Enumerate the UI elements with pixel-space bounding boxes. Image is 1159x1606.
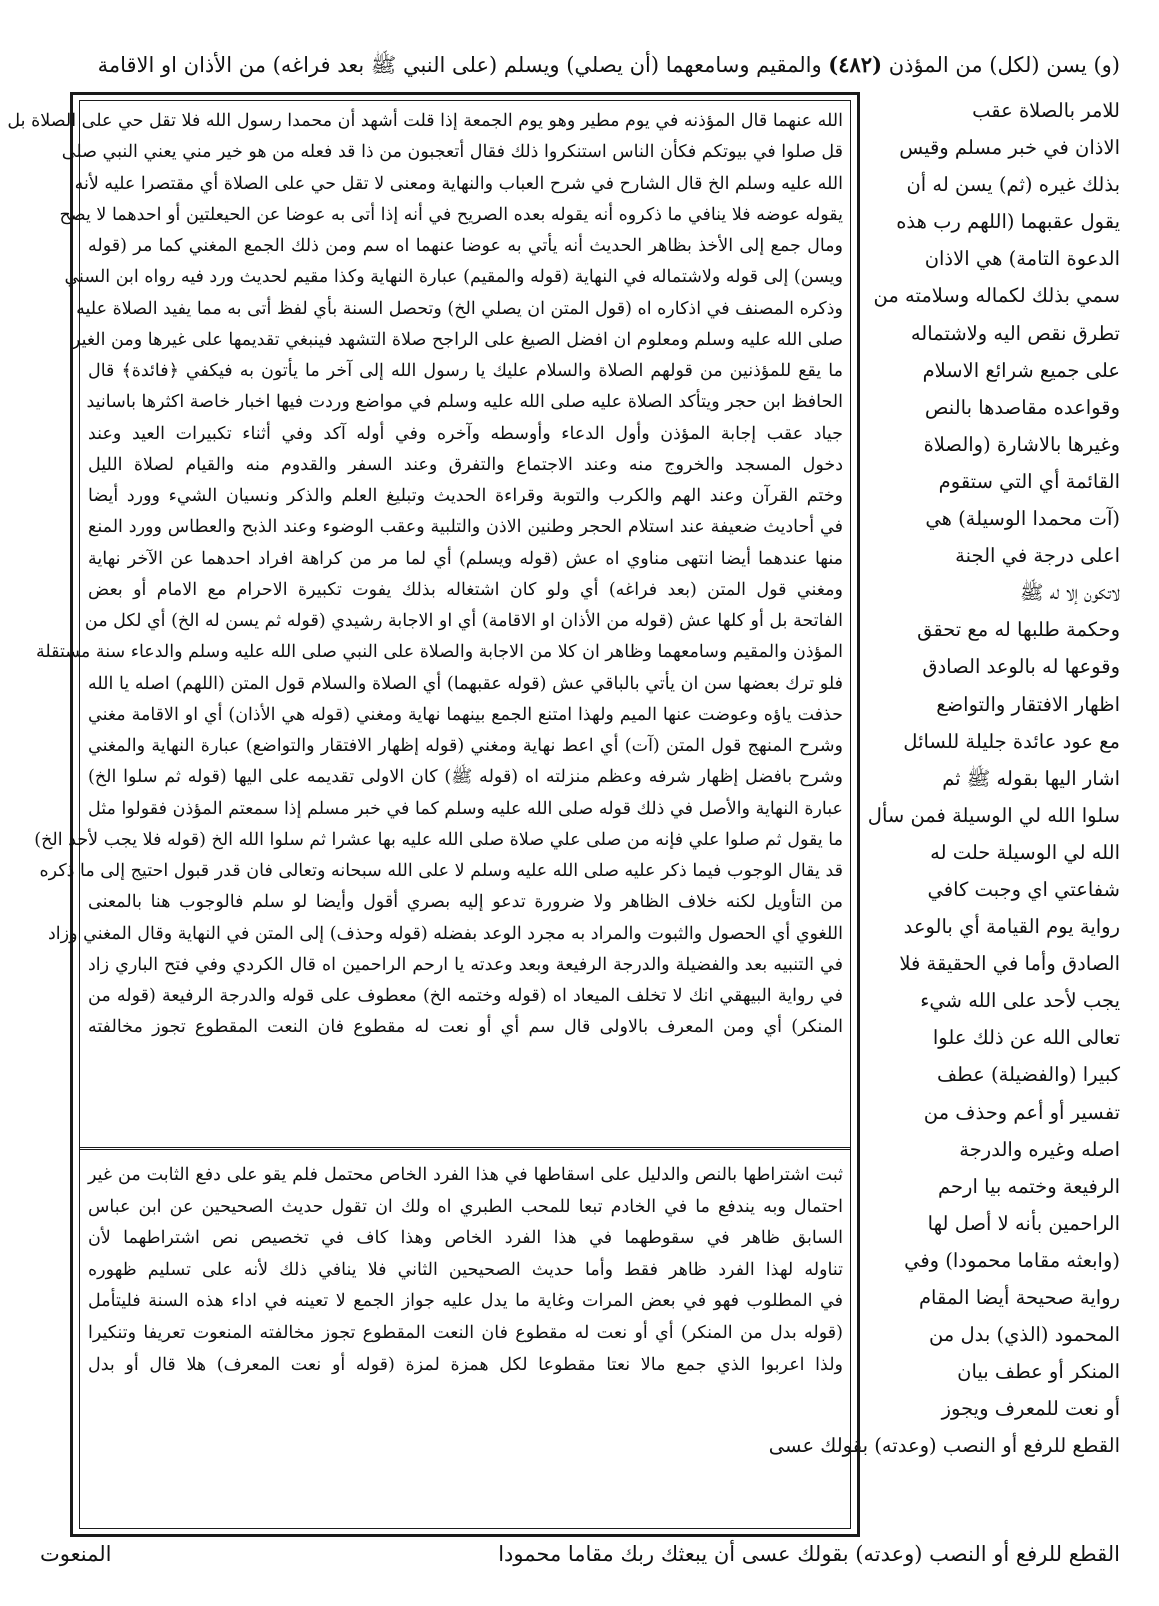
matn-line: وغيرها بالاشارة (والصلاة [923,432,1120,456]
footnote-line: تناوله لهذا الفرد ظاهر فقط وأما حديث الصحيحين الثاني فلا ينافي ذلك لأنه على تسليم ظهوره [88,1259,843,1280]
header-text [98,43,1120,87]
page-footer [40,1532,1120,1576]
commentary-line: في أحاديث ضعيفة عند استلام الحجر وطنين الاذن والتلبية وعقب الوضوء وعند الذبح والعطاس وورد المنع [88,517,843,538]
matn-line: الرفيعة وختمه بيا ارحم [938,1174,1120,1198]
page-header [40,40,1120,90]
matn-line: تطرق نقص اليه ولاشتماله [910,321,1120,345]
commentary-line: وشرح بافضل إظهار شرفه وعظم منزلته اه (قوله ﷺ) كان الاولى تقديمه على اليها (قوله ثم سلوا الخ) [88,767,843,788]
commentary-line: وذكره المصنف في اذكاره اه (قول المتن ان يصلي الخ) وتحصل السنة بأي لفظ أتى به مما يفيد الصلاة عليه [76,298,843,319]
commentary-line: صلى الله عليه وسلم ومعلوم ان افضل الصيغ على الراجح صلاة التشهد فينبغي تقديمها على غيرها ومن الغير [71,329,843,350]
matn-line: رواية يوم القيامة أي بالوعد [903,915,1120,939]
matn-line: تعالى الله عن ذلك علوا [932,1026,1120,1050]
matn-line: للامر بالصلاة عقب [972,99,1120,122]
commentary-line: في التنبيه بعد والفضيلة والدرجة الرفيعة وبعد وعدته يا ارحم الراحمين اه قال الكردي وفي فتح الباري زاد [88,954,843,975]
footnote-line: (قوله بدل من المنكر) أي أو نعت له مقطوع فان النعت المقطوع تجوز مخالفته المنعوت تعريفا وتنكيرا [88,1322,843,1343]
matn-line: سلوا الله لي الوسيلة فمن سأل [867,803,1120,827]
commentary-line: ومغني قول المتن (بعد فراغه) أي ولو كان اشتغاله بذلك يفوت تكبيرة الاحرام مع الامام أو بعض [88,579,843,600]
matn-line: المحمود (الذي) بدل من [928,1323,1120,1347]
matn-line: اظهار الافتقار والتواضع [936,692,1120,716]
matn-line: اشار اليها بقوله ﷺ ثم [942,766,1120,790]
commentary-line: دخول المسجد والخروج منه وعند الاجتماع والتفرق وعند السفر والقدوم منه والقيام لصلاة الليل [88,454,843,475]
matn-line: على جميع شرائع الاسلام [922,358,1120,382]
commentary-line: قد يقال الوجوب فيما ذكر عليه صلى الله عليه وسلم لا على الله سبحانه وتعالى فان قدر قبول احتيج إلى ما ذكره [39,861,843,881]
commentary-line: المؤذن والمقيم وسامعهما وظاهر ان كلا من الاجابة والصلاة على النبي صلى الله عليه وسلم والدعاء سنة مستقلة [35,642,843,663]
footnote-text [88,1160,843,1530]
matn-line: الدعوة التامة) هي الاذان [924,247,1120,271]
matn-line: مع عود عائدة جليلة للسائل [903,729,1120,753]
page-number: (٤٨٢) [828,52,882,77]
matn-line: يجب لأحد على الله شيء [920,989,1120,1013]
commentary-line: وختم القرآن وعند الهم والكرب والتوبة وقراءة الحديث وتبليغ العلم والذكر ونسيان الشيء وورد أيضا [88,486,843,506]
commentary-line: من التأويل لكنه خلاف الظاهر ولا ضرورة تدعو إليه بصري أقول وأيضا لو سلم فالوجوب هنا بالمعنى [88,892,843,913]
commentary-line: الله عنهما قال المؤذنه في يوم مطير وهو يوم الجمعة إذا قلت أشهد أن محمدا رسول الله فلا تقل حي على الصلاة بل [7,111,843,131]
matn-line: كبيرا (والفضيلة) عطف [936,1063,1120,1087]
commentary-line: ما يقع للمؤذنين من قولهم الصلاة والسلام عليك يا رسول الله إلى آخر ما يأتون به فيكفي ﴿فائدة﴾ قال [88,361,843,381]
header-text-start: (و) يسن (لكل) من المؤذن [888,53,1120,77]
commentary-line: ويسن) إلى قوله ولاشتماله في النهاية (قوله والمقيم) عبارة النهاية وكذا مقيم لحديث ورد فيه رواه ابن السني [64,267,843,288]
commentary-line: عبارة النهاية والأصل في ذلك قوله صلى الله عليه وسلم كما في خبر مسلم إذا سمعتم المؤذن فقولوا مثل [88,798,843,819]
catchword: المنعوت [40,1542,112,1566]
matn-line: رواية صحيحة أيضا المقام [918,1286,1120,1309]
commentary-line: جياد عقب إجابة المؤذن وأول الدعاء وأوسطه وآخره وفي أوله آكد وفي أثناء تكبيرات العيد وعند [88,423,843,444]
commentary-line: منها عندهما أيضا انتهى مناوي اه عش (قوله ويسلم) أي لما مر من كراهة افراد احدهما عن الآخر نهاية [88,548,843,569]
matn-line: الله لي الوسيلة حلت له [930,840,1120,864]
matn-line: المنكر أو عطف بيان [957,1360,1120,1384]
matn-line: لاتكون إلا له ﷺ [1020,581,1120,605]
commentary-line: ما يقول ثم صلوا علي فإنه من صلى علي صلاة صلى الله عليه بها عشرا ثم سلوا الله الخ (قوله فلا يجب لأحد الخ) [34,829,843,850]
matn-column [768,92,1120,1537]
commentary-line: فلو ترك بعضها سن ان يأتي بالباقي عش (قوله عقبهما) أي الصلاة والسلام قول المتن (اللهم) اصله يا الله [88,673,843,694]
commentary-line: حذفت ياؤه وعوضت عنها الميم ولهذا امتنع الجمع بينهما نهاية ومغني (قوله هي الأذان) أي او الاقامة مغني [88,704,843,725]
commentary-line: المنكر) أي ومن المعرف بالاولى قال سم أي أو نعت له مقطوع فان النعت المقطوع تجوز مخالفته [88,1017,843,1038]
commentary-line: الفاتحة بل أو كلها عش (قوله من الأذان او الاقامة) أي او الاجابة رشيدي (قوله ثم يسن له الخ) أي لكل من [84,611,843,631]
matn-line: شفاعتي اي وجبت كافي [927,877,1120,901]
section-divider [79,1147,851,1150]
matn-line: وقواعده مقاصدها بالنص [924,395,1120,419]
matn-line: القطع للرفع أو النصب (وعدته) بقولك عسى [768,1434,1120,1458]
footer-text: القطع للرفع أو النصب (وعدته) بقولك عسى أن يبعثك ربك مقاما محمودا [498,1542,1120,1566]
commentary-line: الحافظ ابن حجر ويتأكد الصلاة عليه صلى الله عليه وسلم في مواضع وردت فيها اخبار خاصة اكثرها باسانيد [86,392,843,413]
commentary-line: الله عليه وسلم الخ قال الشارح في شرح العباب والنهاية ومعنى لا تقل حي على الصلاة أي مقتصرا عليه لأنه [74,173,843,194]
commentary-line: ومال جمع إلى الأخذ بظاهر الحديث أنه يأتي به عوضا عنهما اه سم ومن ذلك الجمع المغني كما مر (قوله [88,236,843,256]
commentary-line: وشرح المنهج قول المتن (آت) أي اعط نهاية ومغني (قوله إظهار الافتقار والتواضع) عبارة النهاية والمغني [88,736,843,756]
commentary-text [7,106,843,1142]
matn-line: تفسير أو أعم وحذف من [923,1100,1120,1124]
commentary-line: اللغوي أي الحصول والثبوت والمراد به مجرد الوعد بفضله (قوله وحذف) إلى المتن في النهاية وقال المغني وزاد [47,923,843,944]
footnote-line: السابق ظاهر في سقوطهما في هذا الفرد الخاص وهذا كاف في تخصيص نص اشتراطهما لأن [88,1228,843,1249]
commentary-line: يقوله عوضه فلا ينافي ما ذكروه أنه يقوله بعده الصريح في أنه إذا أتى به عوضا عن الحيعلتين أو احدهما لا يصح [59,204,843,225]
matn-line: يقول عقبهما (اللهم رب هذه [896,210,1120,234]
matn-line: الاذان في خبر مسلم وقيس [899,136,1120,160]
matn-line: اصله وغيره والدرجة [959,1137,1120,1161]
matn-line: بذلك غيره (ثم) يسن له أن [906,173,1120,197]
matn-line: وقوعها له بالوعد الصادق [922,655,1120,679]
matn-line: (آت محمدا الوسيلة) هي [925,507,1120,531]
matn-line: الراحمين بأنه لا أصل لها [927,1211,1120,1235]
footnote-line: ثبت اشتراطها بالنص والدليل على اسقاطها في هذا الفرد الخاص محتمل فلم يقو على دفع الثابت من غير [88,1165,843,1185]
matn-line: أو نعت للمعرف ويجوز [941,1397,1120,1421]
header-text-end: والمقيم وسامعهما (أن يصلي) ويسلم (على النبي ﷺ بعد فراغه) من الأذان او الاقامة [97,53,822,77]
matn-line: سمي بذلك لكماله وسلامته من [873,284,1120,308]
commentary-line: في رواية البيهقي انك لا تخلف الميعاد اه (قوله وختمه الخ) معطوف على قوله والدرجة الرفيعة (قوله من [88,986,843,1006]
footnote-line: في المطلوب فهو في بعض المرات وغاية ما يدل عليه جواز الجمع لا تعينه في اداء هذه السنة فليتأمل [88,1291,843,1312]
matn-line: الصادق وأما في الحقيقة فلا [899,952,1120,976]
matn-line: وحكمة طلبها له مع تحقق [917,618,1120,642]
commentary-line: قل صلوا في بيوتكم فكأن الناس استنكروا ذلك فقال أتعجبون من ذا قد فعله من هو خير مني يعني النبي صلى [61,142,843,163]
matn-line: القائمة أي التي ستقوم [938,469,1120,493]
footnote-line: احتمال وبه يندفع ما في الخادم تبعا للمحب الطبري اه ولك ان تقول حديث الصحيحين عن ابن عباس [88,1196,843,1217]
footnote-line: ولذا اعربوا الذي جمع مالا نعتا مقطوعا لكل همزة لمزة (قوله أو نعت المعرف) هلا قال أو بدل [88,1354,843,1375]
matn-line: (وابعثه مقاما محمودا) وفي [904,1248,1120,1272]
matn-line: اعلى درجة في الجنة [955,544,1120,568]
